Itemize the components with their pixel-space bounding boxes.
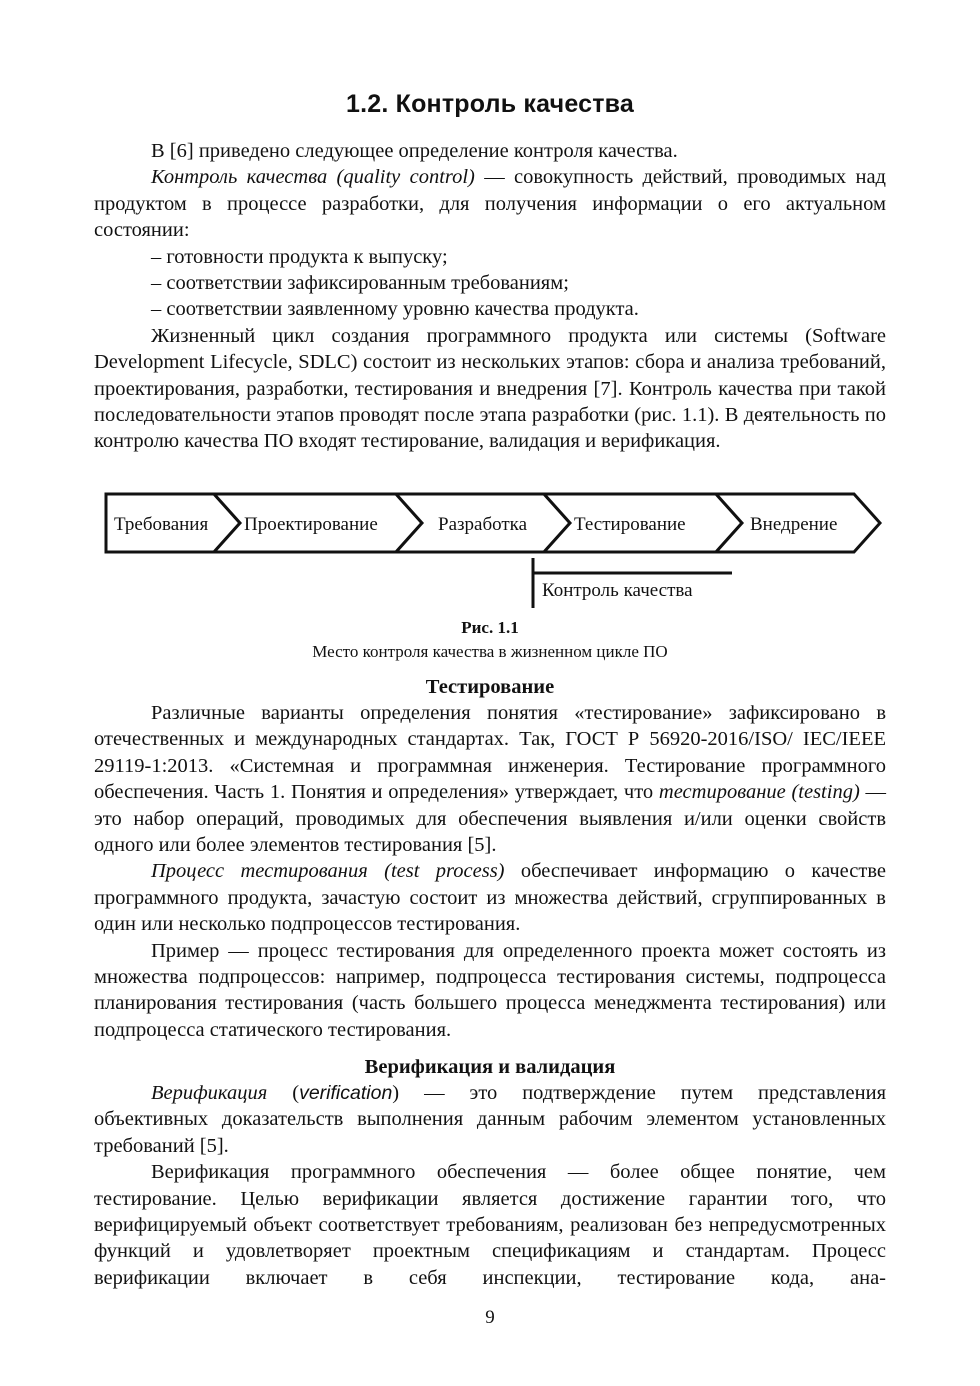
verification-text: ( xyxy=(267,1082,300,1104)
qc-definition-paragraph xyxy=(94,164,886,243)
stage-label: Проектирование xyxy=(244,514,378,535)
test-process-term: Процесс тестирования (test process) xyxy=(151,860,505,883)
testing-text: Различные варианты определения понятия «тестирование» зафиксировано в отечественных и международных стандартах. Так, ГОСТ Р 56920-2016/ISO/ IEC/IEEE 29119-1:2013. «Системная и программная инженерия. Тестирование программного обеспечения. Часть 1. Понятия и определения» утверждает, что xyxy=(94,702,886,804)
example-paragraph: Пример — процесс тестирования для определенного проекта может состоять из множества подпроцессов: например, подпроцесса тестирования системы, подпроцесса планирования тестирования (часть большего процесса менеджмента тестирования) или подпроцесса статического тестирования. xyxy=(94,939,886,1041)
page-number: 9 xyxy=(485,1307,495,1328)
verification-term: Верификация xyxy=(151,1082,268,1104)
figure-caption: Место контроля качества в жизненном цикле ПО xyxy=(312,642,668,661)
verification-heading: Верификация и валидация xyxy=(364,1056,616,1078)
qc-definition-text: — совокупность действий, проводимых над продуктом в процессе разработки, для получения информации о его актуальном состоянии: xyxy=(94,166,886,242)
testing-paragraph xyxy=(94,700,886,858)
verification-en-term: verification xyxy=(299,1082,393,1104)
stage-label: Требования xyxy=(114,514,209,535)
intro-block xyxy=(94,138,886,455)
verification-section xyxy=(94,1054,886,1291)
sdlc-diagram xyxy=(104,490,884,610)
test-process-text: обеспечивает информацию о качестве программного продукта, зачастую состоит из множества действий, сгруппированных в один или несколько подпроцессов тестирования. xyxy=(94,860,886,936)
qc-term: Контроль качества (quality control) xyxy=(151,166,475,189)
testing-term: тестирование (testing) xyxy=(658,781,860,804)
stage-label: Разработка xyxy=(438,514,528,535)
section-title: 1.2. Контроль качества xyxy=(345,90,634,118)
test-process-paragraph xyxy=(94,858,886,937)
testing-section xyxy=(94,674,886,1043)
stage-label: Тестирование xyxy=(574,514,686,535)
verification-text: ) — это подтверждение путем представления объективных доказательств выполнения данным рабочим элементом установленных требований [5]. xyxy=(94,1082,886,1157)
stage-label: Внедрение xyxy=(750,514,838,535)
testing-text: — это набор операций, проводимых для обеспечения выявления и/или оценки свойств одного или более элементов тестирования [5]. xyxy=(94,781,887,857)
testing-heading: Тестирование xyxy=(425,676,555,698)
sdlc-paragraph: Жизненный цикл создания программного продукта или системы (Software Development Lifecycle, SDLC) состоит из нескольких этапов: сбора и анализа требований, проектирования, разработки, тестирования и внедрения [7]. Контроль качества при такой последовательности этапов проводят после этапа разработки (рис. 1.1). В деятельность по контролю качества ПО входят тестирование, валидация и верификация. xyxy=(94,324,886,453)
list-item: – готовности продукта к выпуску; xyxy=(151,245,448,268)
list-item: – соответствии заявленному уровню качества продукта. xyxy=(151,298,639,321)
verification-definition-paragraph xyxy=(94,1080,886,1159)
list-item: – соответствии зафиксированным требованиям; xyxy=(151,272,569,295)
verification-paragraph: Верификация программного обеспечения — более общее понятие, чем тестирование. Целью верификации является достижение гарантии того, что верифицируемый объект соответствует требованиям, реализован без непредусмотренных функций и удовлетворяет проектным спецификациям и стандартам. Процесс верификации включает в себя инспекции, тестирование кода, ана- xyxy=(94,1161,886,1289)
qc-label: Контроль качества xyxy=(542,580,693,601)
figure-number: Рис. 1.1 xyxy=(461,618,519,637)
intro-paragraph: В [6] приведено следующее определение контроля качества. xyxy=(151,140,678,162)
